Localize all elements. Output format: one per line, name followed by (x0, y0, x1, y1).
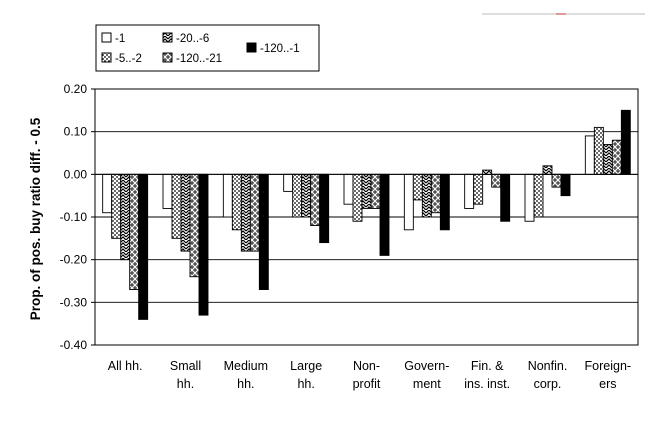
bar-cross-6 (492, 174, 501, 187)
category-labels (108, 359, 631, 391)
bar-white-2 (223, 174, 232, 217)
legend-label: -1 (115, 33, 126, 45)
bar-black-6 (501, 174, 510, 221)
y-axis-label: Prop. of pos. buy ratio diff. - 0.5 (28, 117, 43, 321)
bar-dots-7 (534, 174, 543, 217)
bar-black-8 (621, 110, 630, 174)
bar-white-6 (465, 174, 474, 208)
bar-cross-3 (311, 174, 320, 225)
bar-cross-2 (250, 174, 259, 251)
bar-zigzag-8 (603, 144, 612, 174)
x-category-label: Fin. & ins. inst. (464, 359, 511, 391)
bar-black-1 (199, 174, 208, 315)
bar-white-8 (585, 136, 594, 174)
legend-swatch-white (102, 33, 111, 42)
bar-zigzag-1 (181, 174, 190, 251)
bar-cross-0 (130, 174, 139, 289)
bar-white-7 (525, 174, 534, 221)
bar-zigzag-5 (422, 174, 431, 217)
bar-white-1 (163, 174, 172, 208)
x-category-label: Foreign-ers (584, 359, 632, 391)
bar-white-0 (103, 174, 112, 212)
bar-zigzag-7 (543, 166, 552, 175)
bar-white-3 (284, 174, 293, 191)
legend-swatch-zigzag (163, 33, 172, 42)
legend-swatch-dots (102, 53, 111, 62)
bar-zigzag-3 (302, 174, 311, 217)
y-tick-label: -0.20 (59, 252, 87, 267)
bar-cross-8 (612, 140, 621, 174)
bar-black-5 (440, 174, 449, 229)
x-category-label: Medium hh. (223, 359, 269, 391)
bar-black-0 (139, 174, 148, 319)
y-tick-label: 0.10 (63, 124, 87, 139)
y-tick-label: 0.00 (63, 167, 87, 182)
bar-black-4 (380, 174, 389, 255)
y-tick-label: 0.20 (63, 82, 87, 96)
bar-cross-7 (552, 174, 561, 187)
bar-white-4 (344, 174, 353, 204)
bar-black-3 (320, 174, 329, 242)
bar-dots-8 (594, 127, 603, 174)
x-category-label: Nonfin. corp. (527, 359, 568, 391)
bar-zigzag-4 (362, 174, 371, 208)
y-tick-labels (60, 82, 88, 352)
bar-dots-0 (112, 174, 121, 238)
legend-label: -20..-6 (176, 33, 210, 45)
x-category-label: Large hh. (290, 359, 323, 391)
bar-cross-5 (431, 174, 440, 212)
bar-dots-2 (232, 174, 241, 229)
x-category-label: Govern-ment (404, 359, 450, 391)
bar-dots-6 (474, 174, 483, 204)
x-category-label: Small hh. (169, 359, 202, 391)
bar-zigzag-6 (483, 170, 492, 174)
legend-label: -120..-1 (260, 43, 300, 55)
x-category-label: All hh. (107, 359, 143, 373)
legend-label: -120..-21 (176, 53, 223, 65)
bar-cross-1 (190, 174, 199, 276)
bar-dots-5 (413, 174, 422, 200)
bar-dots-1 (172, 174, 181, 238)
bar-white-5 (404, 174, 413, 229)
legend-swatch-cross (163, 53, 172, 62)
legend-label: -5..-2 (115, 53, 142, 65)
bar-zigzag-2 (241, 174, 250, 251)
bars (95, 110, 638, 319)
legend-swatch-black (247, 43, 256, 52)
y-tick-label: -0.30 (59, 295, 87, 310)
bar-dots-3 (293, 174, 302, 217)
y-tick-label: -0.40 (59, 338, 87, 352)
bar-cross-4 (371, 174, 380, 208)
bar-black-2 (259, 174, 268, 289)
bar-zigzag-0 (121, 174, 130, 259)
bar-black-7 (561, 174, 570, 195)
legend (96, 25, 319, 71)
y-tick-label: -0.10 (59, 210, 87, 224)
x-category-label: Non-profit (352, 359, 381, 391)
plot-area (60, 82, 638, 391)
bar-dots-4 (353, 174, 362, 221)
